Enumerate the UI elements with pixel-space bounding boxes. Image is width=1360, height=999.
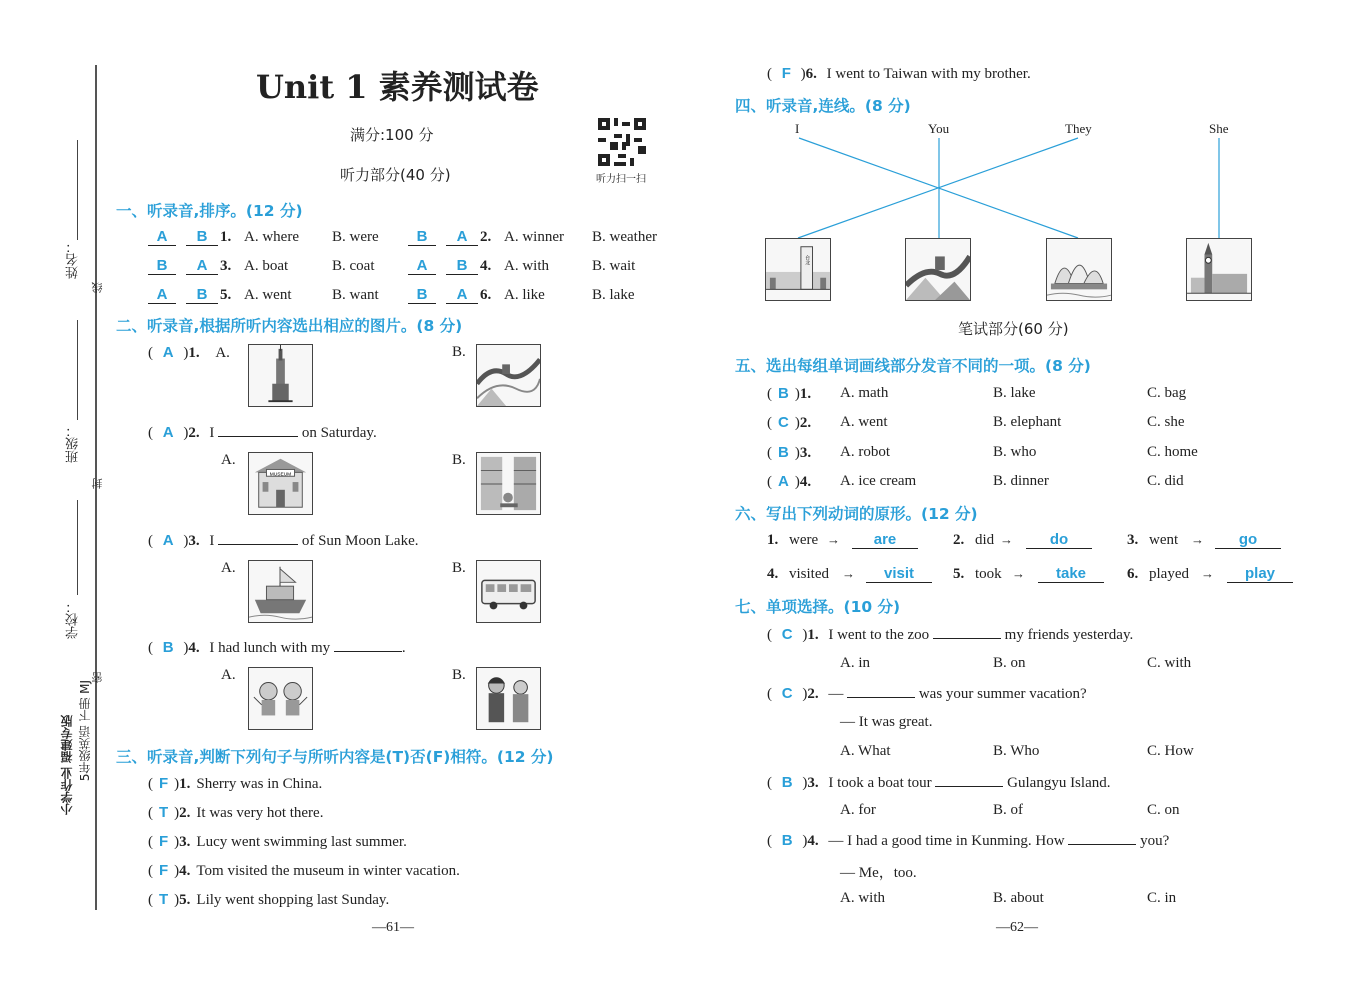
s7-q1-post: my friends yesterday. [1004,627,1134,643]
sort-option-b: B. were [332,229,379,245]
s2-q3-post: of Sun Moon Lake. [301,533,419,549]
museum-picture [248,452,313,515]
paren-close: ) [174,805,180,821]
phonics-number: 1. [799,386,812,402]
s2-q1-number: 1. [188,345,200,361]
qr-caption: 听力扫一扫 [596,174,646,185]
boat-picture [248,560,313,623]
s2-q3-blank [218,531,298,545]
paren-close: ) [794,474,800,490]
section-6-header: 六、写出下列动词的原形。(12 分) [735,505,978,523]
s3-q6-number: 6. [805,66,817,82]
paren-open: ( [148,834,153,850]
parents-picture [476,667,541,730]
sort-option-a: A. went [244,287,292,303]
sort-answer-1: B [148,258,176,275]
s7-q2-line: ( C )2. — was your summer vacation? [767,685,1087,702]
arrow-icon: → [827,532,840,547]
phonics-option-a: A. went [840,414,888,430]
phonics-item [767,414,811,432]
phonics-option-c: C. home [1147,444,1198,460]
right-page-number: —62— [996,920,1038,935]
verb-word: were [789,532,819,548]
paren-close: ) [174,892,180,908]
secret-mark: 密 [91,672,104,683]
tf-answer: F [159,862,169,879]
verb-answer: play [1227,566,1293,583]
section-2-header: 二、听录音,根据所听内容选出相应的图片。(8 分) [116,317,463,335]
s7-q1-option-a: A. in [840,655,870,671]
s7-q2-answer: C [781,685,793,702]
s7-q2-number: 2. [807,686,819,702]
seal-mark: 封 [91,478,104,489]
sort-answer-2: A [446,287,478,304]
verb-answer: take [1038,566,1104,583]
paren-open: ( [767,415,772,431]
paren-close: ) [794,415,800,431]
s2-q1-option-b: B. [452,344,466,360]
phonics-option-a: A. math [840,385,889,401]
paren-open: ( [148,892,153,908]
tf-text: Lily went shopping last Sunday. [196,892,390,908]
tf-item [148,862,460,880]
s7-q3-line: ( B )3. I took a boat tour Gulangyu Island. [767,774,1111,791]
tf-answer: T [159,804,169,821]
tf-item [148,891,389,909]
sort-answer-1: B [408,287,436,304]
phonics-number: 4. [799,474,812,490]
s2-q4-line: ( B )4. I had lunch with my . [148,639,406,656]
s2-q2-post: on Saturday. [301,425,377,441]
tf-text: It was very hot there. [196,805,324,821]
qr-code-icon [598,118,646,166]
s7-q3-answer: B [781,774,793,791]
sort-answer-2: B [186,229,218,246]
sort-option-a: A. winner [504,229,564,245]
s2-q1-answer: A [162,344,174,361]
verb-word: visited [789,566,829,582]
s2-q3-number: 3. [188,533,200,549]
sort-answer-1: A [148,287,176,304]
sort-option-b: B. want [332,287,379,303]
sydney-opera-house-picture [1046,238,1112,301]
arrow-icon: → [1201,566,1214,581]
tf-number: 5. [179,892,191,908]
s7-q4-answer: B [781,832,793,849]
s3-q6-line: ( F )6. I went to Taiwan with my brother. [767,65,1031,82]
tf-text: Tom visited the museum in winter vacation. [196,863,460,879]
person-i: I [795,121,800,136]
museum-sign: MUSEUM [269,472,292,478]
phonics-option-c: C. bag [1147,385,1187,401]
s2-q2-number: 2. [188,425,200,441]
s3-q6-answer: F [781,65,791,82]
s7-q2-pre: — [828,686,844,702]
verb-word: played [1149,566,1189,582]
s2-q2-pre: I [209,425,215,441]
sort-answer-2: A [446,229,478,246]
s2-q1-option-a: A. [215,345,230,361]
sort-option-b: B. weather [592,229,657,245]
paren-close: ) [183,345,189,361]
s2-q3-option-a: A. [221,560,236,576]
s2-q2-answer: A [162,424,174,441]
school-blank [77,500,78,595]
class-blank [77,320,78,420]
verb-number: 5. [953,566,965,582]
verb-number: 4. [767,566,779,582]
cousins-picture [248,667,313,730]
name-label: 姓名： [66,240,81,279]
verb-answer: do [1026,532,1092,549]
verb-number: 2. [953,532,965,548]
phonics-answer: B [778,444,789,461]
s7-q4-reply: — Me，too. [840,865,917,881]
arrow-icon: → [842,566,855,581]
phonics-number: 3. [799,445,812,461]
s7-q2-post: was your summer vacation? [918,686,1087,702]
section-4-header: 四、听录音,连线。(8 分) [735,97,911,115]
s7-q3-blank [935,773,1003,787]
s7-q2-option-b: B. Who [993,743,1040,759]
s7-q3-post: Gulangyu Island. [1007,775,1111,791]
s7-q4-number: 4. [807,833,819,849]
s2-q4-number: 4. [188,640,200,656]
sort-option-a: A. boat [244,258,289,274]
s2-q4-pre: I had lunch with my [209,640,331,656]
line-mark: 线 [91,282,104,293]
verb-number: 3. [1127,532,1139,548]
listening-header: 听力部分(40 分) [340,166,451,184]
sort-option-b: B. lake [592,287,635,303]
paren-open: ( [148,863,153,879]
paren-open: ( [767,474,772,490]
sort-item-number: 3. [220,258,232,274]
phonics-option-b: B. lake [993,385,1036,401]
phonics-option-a: A. robot [840,444,890,460]
s7-q1-answer: C [781,626,793,643]
s7-q4-blank [1068,831,1136,845]
s2-q2-option-b: B. [452,452,466,468]
person-she: She [1209,121,1229,136]
series-label: 小学作业 福建专版 [60,715,74,816]
paren-open: ( [148,345,153,361]
s7-q2-option-c: C. How [1147,743,1194,759]
paren-close: ) [174,863,180,879]
paren-open: ( [148,776,153,792]
tf-text: Sherry was in China. [196,776,323,792]
s2-q3-line: ( A )3. I of Sun Moon Lake. [148,532,419,549]
s7-q1-pre: I went to the zoo [828,627,930,643]
name-blank [77,140,78,240]
phonics-number: 2. [799,415,812,431]
s2-q1-line [148,344,230,362]
s2-q3-pre: I [209,533,215,549]
verb-word: went [1149,532,1179,548]
phonics-option-b: B. who [993,444,1037,460]
sort-answer-1: A [148,229,176,246]
s7-q1-option-b: B. on [993,655,1026,671]
s7-q3-option-c: C. on [1147,802,1180,818]
sort-item-number: 6. [480,287,492,303]
s7-q4-post: you? [1140,833,1170,849]
s7-q2-option-a: A. What [840,743,891,759]
s2-q4-option-a: A. [221,667,236,683]
tf-number: 2. [179,805,191,821]
s2-q4-blank [334,638,402,652]
school-label: 学校： [66,600,81,639]
s7-q2-reply: — It was great. [840,714,933,730]
s2-q4-option-b: B. [452,667,466,683]
sort-option-b: B. coat [332,258,375,274]
paren-open: ( [148,805,153,821]
verb-answer: are [852,532,918,549]
verb-number: 1. [767,532,779,548]
arrow-icon: → [1000,532,1013,547]
s2-q2-option-a: A. [221,452,236,468]
s7-q1-number: 1. [807,627,819,643]
full-score: 满分:100 分 [350,126,434,144]
phonics-answer: A [778,473,789,490]
big-ben-picture [1186,238,1252,301]
s7-q4-line: ( B )4. — I had a good time in Kunming. How you? [767,832,1170,849]
section-1-header: 一、听录音,排序。(12 分) [116,202,303,220]
s7-q2-blank [847,684,915,698]
sort-answer-2: A [186,258,218,275]
tf-item [148,833,407,851]
phonics-item [767,444,811,462]
sort-item-number: 1. [220,229,232,245]
paren-close: ) [794,386,800,402]
phonics-item [767,473,811,491]
s7-q1-blank [933,625,1001,639]
section-5-header: 五、选出每组单词画线部分发音不同的一项。(8 分) [735,357,1091,375]
tf-number: 1. [179,776,191,792]
sort-answer-2: B [446,258,478,275]
paren-open: ( [767,445,772,461]
sort-option-a: A. with [504,258,549,274]
paren-close: ) [174,776,180,792]
s2-q4-answer: B [162,639,174,656]
sort-answer-1: B [408,229,436,246]
verb-word: took [975,566,1002,582]
bus-picture [476,560,541,623]
s2-q3-option-b: B. [452,560,466,576]
tf-item [148,804,323,822]
writing-header: 笔试部分(60 分) [958,320,1069,338]
tf-item [148,775,322,793]
tf-number: 3. [179,834,191,850]
s7-q3-option-a: A. for [840,802,876,818]
arrow-icon: → [1012,566,1025,581]
tf-answer: T [159,891,169,908]
s7-q1-option-c: C. with [1147,655,1192,671]
paren-open: ( [767,386,772,402]
sort-item-number: 2. [480,229,492,245]
phonics-answer: C [778,414,789,431]
sort-option-a: A. like [504,287,545,303]
person-you: You [928,121,950,136]
tf-number: 4. [179,863,191,879]
s3-q6-text: I went to Taiwan with my brother. [826,66,1031,82]
arrow-icon: → [1191,532,1204,547]
great-wall-picture [476,344,541,407]
great-wall-picture-2 [905,238,971,301]
s2-q2-line: ( A )2. I on Saturday. [148,424,377,441]
grade-label: 5年级英语 下册 MJ [78,680,92,782]
phonics-option-a: A. ice cream [840,473,917,489]
section-3-header: 三、听录音,判断下列句子与所听内容是(T)否(F)相符。(12 分) [116,748,554,766]
left-page-number: —61— [372,920,414,935]
library-picture [476,452,541,515]
sort-item-number: 4. [480,258,492,274]
s2-q4-post: . [401,640,406,656]
sort-option-b: B. wait [592,258,636,274]
verb-word: did [975,532,995,548]
s7-q4-option-a: A. with [840,890,885,906]
sort-item-number: 5. [220,287,232,303]
phonics-option-c: C. did [1147,473,1184,489]
person-they: They [1065,121,1092,136]
section-7-header: 七、单项选择。(10 分) [735,598,901,616]
phonics-option-c: C. she [1147,414,1185,430]
paren-close: ) [794,445,800,461]
s7-q3-pre: I took a boat tour [828,775,932,791]
s7-q4-option-b: B. about [993,890,1044,906]
verb-answer: go [1215,532,1281,549]
paren-close: ) [174,834,180,850]
phonics-answer: B [778,385,789,402]
sort-answer-1: A [408,258,436,275]
phonics-option-b: B. dinner [993,473,1049,489]
empire-state-building-picture [248,344,313,407]
taipei-gate-picture [765,238,831,301]
tf-answer: F [159,775,169,792]
s7-q3-option-b: B. of [993,802,1023,818]
verb-answer: visit [866,566,932,583]
page-title: Unit 1 素养测试卷 [256,68,539,106]
s2-q2-blank [218,423,298,437]
phonics-option-b: B. elephant [993,414,1062,430]
tf-answer: F [159,833,169,850]
s7-q4-pre: — I had a good time in Kunming. How [828,833,1065,849]
s7-q4-option-c: C. in [1147,890,1177,906]
sort-answer-2: B [186,287,218,304]
class-label: 班级： [66,424,81,463]
s2-q3-answer: A [162,532,174,549]
phonics-item [767,385,811,403]
taipei-sign: 台北 [804,255,810,266]
verb-number: 6. [1127,566,1139,582]
s7-q1-line: ( C )1. I went to the zoo my friends yesterday. [767,626,1134,643]
tf-text: Lucy went swimming last summer. [196,834,407,850]
sort-option-a: A. where [244,229,299,245]
s7-q3-number: 3. [807,775,819,791]
